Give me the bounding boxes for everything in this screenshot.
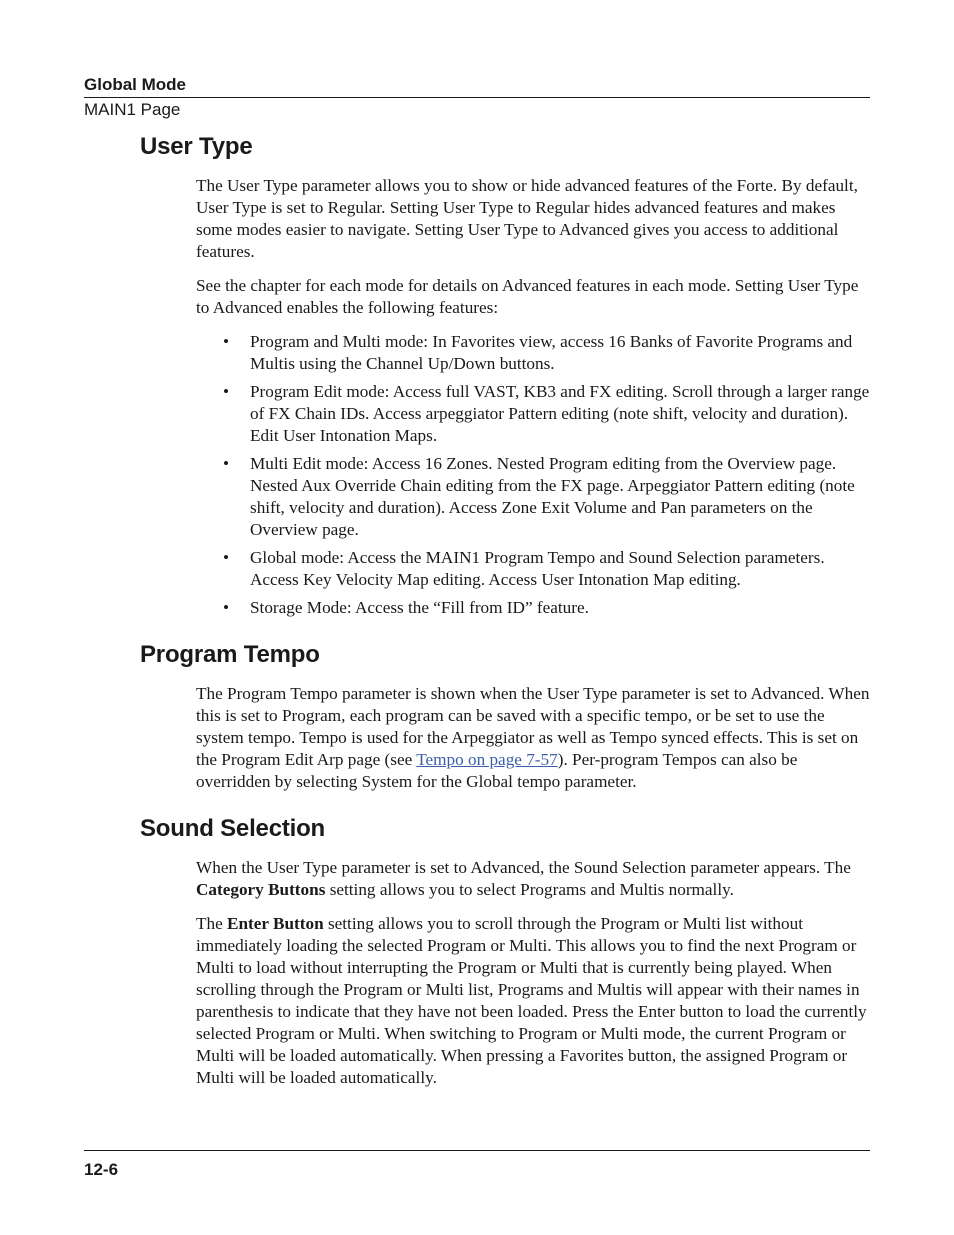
section-sound-selection	[140, 815, 875, 1089]
bullet-icon: •	[223, 548, 230, 567]
list-item-text: Program and Multi mode: In Favorites view, access 16 Banks of Favorite Programs and Multis using the Channel Up/Down buttons.	[250, 332, 853, 373]
section-program-tempo	[140, 641, 875, 793]
heading-sound-selection: Sound Selection	[140, 815, 326, 842]
term-category-buttons: Category Buttons	[196, 880, 326, 899]
term-enter-button: Enter Button	[227, 914, 324, 933]
list-item-text: Storage Mode: Access the “Fill from ID” feature.	[250, 598, 589, 617]
bullet-icon: •	[223, 382, 230, 401]
footer-rule	[84, 1150, 870, 1151]
text-run: The	[196, 914, 228, 933]
list-item	[196, 597, 872, 619]
program-tempo-paragraph	[196, 683, 872, 793]
page-content	[140, 133, 875, 1101]
section-user-type	[140, 133, 875, 619]
text-run: ). Per-program Tempos can also be overridden by selecting System for the Global tempo parameter.	[196, 750, 798, 791]
bullet-icon: •	[223, 332, 230, 351]
bullet-icon: •	[223, 454, 230, 473]
list-item-text: Global mode: Access the MAIN1 Program Tempo and Sound Selection parameters. Access Key Velocity Map editing. Access User Intonation Map editing.	[250, 548, 825, 589]
tempo-page-link[interactable]: Tempo on page 7-57	[416, 750, 558, 769]
header-title: Global Mode	[84, 75, 186, 94]
heading-program-tempo: Program Tempo	[140, 641, 320, 668]
page-number: 12-6	[84, 1160, 119, 1179]
list-item-text: Program Edit mode: Access full VAST, KB3 and FX editing. Scroll through a larger range of FX Chain IDs. Access arpeggiator Pattern editing (note shift, velocity and duration). Edit User Intonation Maps.	[250, 382, 870, 445]
features-list	[196, 331, 872, 619]
user-type-paragraph-1: The User Type parameter allows you to show or hide advanced features of the Forte. By default, User Type is set to Regular. Setting User Type to Regular hides advanced features and makes some modes easier to navigate. Setting User Type to Advanced gives you access to additional features.	[196, 176, 858, 261]
list-item	[196, 331, 872, 375]
text-run: When the User Type parameter is set to Advanced, the Sound Selection parameter appears. The	[196, 858, 851, 877]
text-run: The Program Tempo parameter is shown when the User Type parameter is set to Advanced. When this is set to Program, each program can be saved with a specific tempo, or be set to use the system tempo. Tempo is used for the Arpeggiator as well as Tempo synced effects. This is set on the Program Edit Arp page (see	[196, 684, 870, 769]
list-item-text: Multi Edit mode: Access 16 Zones. Nested Program editing from the Overview page. Nested Aux Override Chain editing from the FX page. Arpeggiator Pattern editing (note shift, velocity and duration). Access Zone Exit Volume and Pan parameters on the Overview page.	[250, 454, 855, 539]
list-item	[196, 453, 872, 541]
list-item	[196, 381, 872, 447]
text-run: setting allows you to scroll through the Program or Multi list without immediately loading the selected Program or Multi. This allows you to find the next Program or Multi to load without interrupting the Program or Multi that is currently being played. When scrolling through the Program or Multi list, Programs and Multis will appear with their names in parenthesis to indicate that they have not been loaded. Press the Enter button to load the currently selected Program or Multi. When switching to Program or Multi mode, the current Program or Multi will be loaded automatically. When pressing a Favorites button, the assigned Program or Multi will be loaded automatically.	[196, 914, 867, 1087]
bullet-icon: •	[223, 598, 230, 617]
heading-user-type: User Type	[140, 133, 253, 160]
header-subtitle: MAIN1 Page	[84, 100, 181, 119]
header-rule	[84, 97, 870, 98]
sound-selection-paragraph-1	[196, 857, 872, 901]
user-type-paragraph-2: See the chapter for each mode for details on Advanced features in each mode. Setting User Type to Advanced enables the following features:	[196, 276, 859, 317]
text-run: setting allows you to select Programs and Multis normally.	[325, 880, 734, 899]
list-item	[196, 547, 872, 591]
sound-selection-paragraph-2	[196, 913, 872, 1089]
